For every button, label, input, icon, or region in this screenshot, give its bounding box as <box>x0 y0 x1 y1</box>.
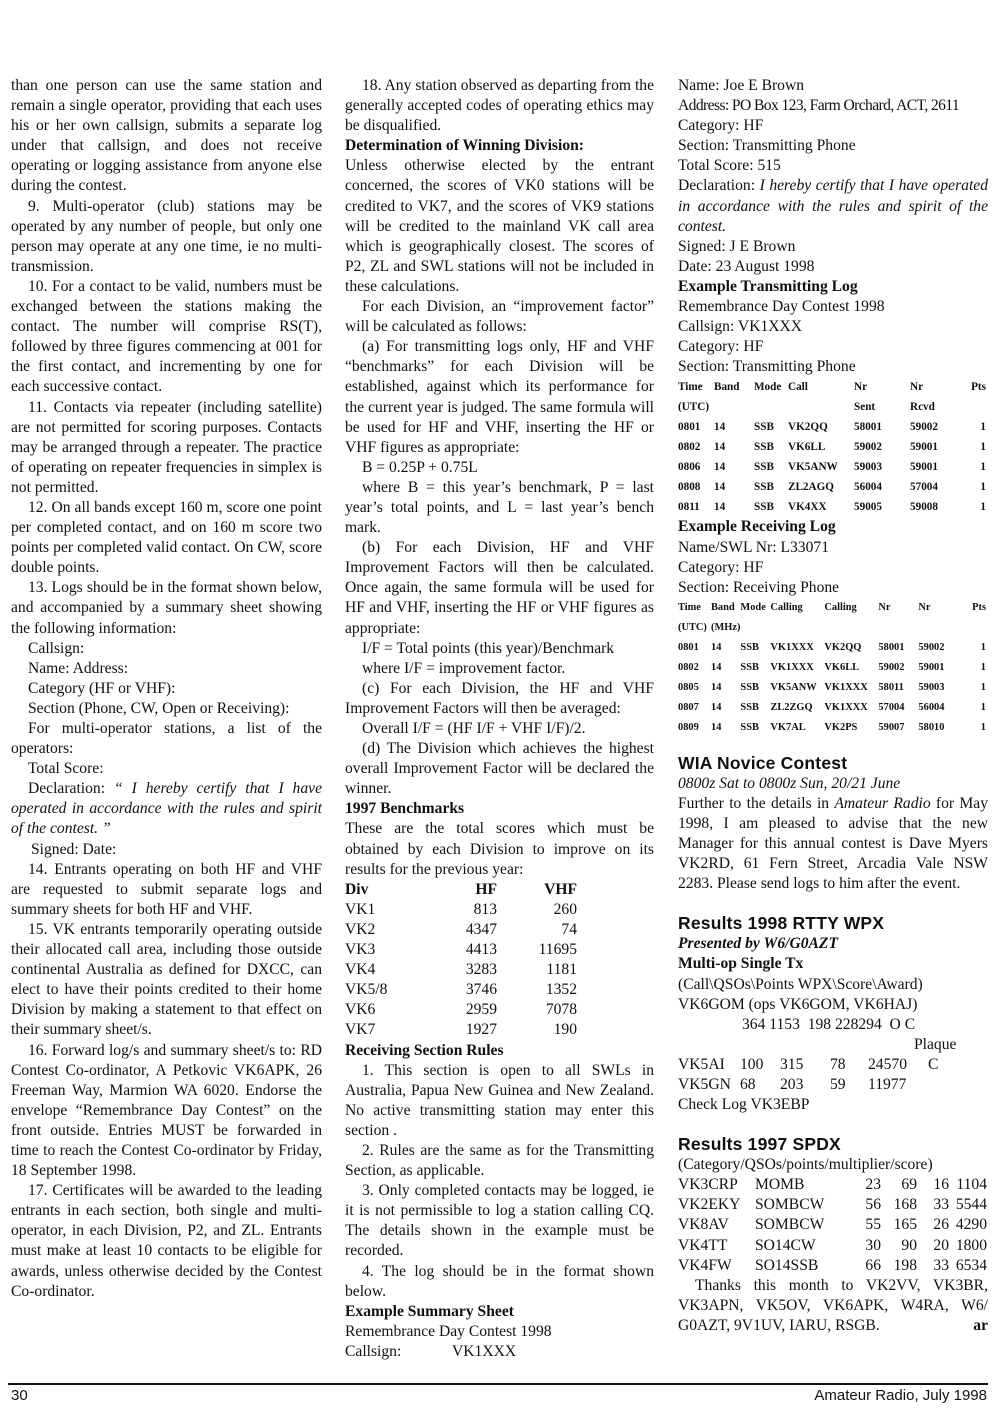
table-cell: 59001 <box>910 461 938 474</box>
tx-line: Callsign: VK1XXX <box>678 318 803 336</box>
result-cell: 1104 <box>956 1176 987 1194</box>
result-cell: VK5GN <box>678 1076 731 1093</box>
table-cell: 59007 <box>878 721 905 733</box>
table-cell: 59001 <box>918 661 945 673</box>
rule-17: 17. Certificates will be awarded to the leading entrants in each section, both single and multi-operator, in each Division, P2, and ZL. Entrants must make at least 10 contacts to be eligible for awards, unless otherwise decided by the Contest Co-ordinator. <box>11 1182 322 1300</box>
journal-title: Amateur Radio, July 1998 <box>814 1387 987 1404</box>
table-row <box>678 638 986 658</box>
table-header: Pts <box>971 381 986 394</box>
result-cell: 11977 <box>868 1076 907 1093</box>
paragraph: (d) The Division which achieves the highest overall Improvement Factor will be declared the winner. <box>345 740 654 798</box>
result-cell <box>928 1075 948 1095</box>
table-row <box>345 940 577 960</box>
table-cell: 1 <box>980 721 986 733</box>
novice-text: for May 1998, I am pleased to advise that the new Manager for this annual contest is Dave Myers VK2RD, 61 Fern Street, Arcadia Vale NSW 2283. Please send logs to him after the event. <box>678 794 988 893</box>
example-category: Category: HF <box>678 117 764 135</box>
paragraph: Unless otherwise elected by the entrant concerned, the scores of VK0 stations will be credited to VK7, and the scores of VK9 stations will be credited to the mainland VK call area which is geographically closest. The scores of P2, ZL and SWL stations will not be included in these calculations. <box>345 157 654 295</box>
table-cell: VK4 <box>345 961 376 979</box>
result-cell: 203 <box>780 1076 804 1093</box>
table-cell: VK5/8 <box>345 981 388 999</box>
result-cell: 56 <box>865 1196 881 1214</box>
declaration-label: Declaration: <box>28 780 114 798</box>
heading-winning-division: Determination of Winning Division: <box>345 137 584 155</box>
table-cell: VK2QQ <box>824 641 862 653</box>
table-cell: 0806 <box>678 461 701 474</box>
table-row <box>345 900 577 920</box>
table-cell: 4347 <box>465 920 497 938</box>
table-row <box>678 698 986 718</box>
table-header: Nr <box>878 601 891 613</box>
result-cell: VK8AV <box>678 1216 729 1234</box>
rule-16: 16. Forward log/s and summary sheet/s to: RD Contest Co-ordinator, A Petkovic VK6APK, 26 Freeman Way, Marmion WA 6020. Endorse the envelope “Remembrance Day Contest” on the front outside. Entries MUST be forwarded in time to reach the Contest Co-ordinator by Friday, 18 September 1998. <box>11 1041 322 1180</box>
rtty-result-line: 364 1153 198 228294 O C <box>742 1015 916 1033</box>
result-cell: 1800 <box>955 1236 987 1254</box>
result-cell: 33 <box>933 1256 949 1274</box>
table-header: VHF <box>544 880 577 898</box>
table-cell: 1 <box>980 441 986 454</box>
rx-line: Section: Receiving Phone <box>678 578 840 596</box>
table-header: (MHz) <box>711 621 741 633</box>
table-cell: 59002 <box>854 441 882 454</box>
result-cell: C <box>928 1055 939 1073</box>
table-header: Call <box>788 381 808 394</box>
table-cell: 0805 <box>678 681 699 693</box>
paragraph: (c) For each Division, the HF and VHF Improvement Factors will then be averaged: <box>345 679 654 717</box>
result-cell: 26 <box>933 1216 949 1234</box>
table-header: Nr <box>918 601 931 613</box>
novice-paragraph <box>678 794 988 894</box>
heading-transmitting-log: Example Transmitting Log <box>678 277 858 295</box>
table-header: Pts <box>972 601 986 613</box>
table-header: HF <box>475 880 497 898</box>
table-cell: 0802 <box>678 661 699 673</box>
table-cell: SSB <box>740 681 759 693</box>
table-cell: SSB <box>740 721 759 733</box>
summary-callsign <box>345 1342 654 1362</box>
table-cell: 1 <box>980 481 986 494</box>
table-cell: 3283 <box>465 961 497 979</box>
result-cell: 6534 <box>955 1256 987 1274</box>
rtty-results-list <box>678 1055 988 1095</box>
receiving-rule-4: 4. The log should be in the format shown below. <box>345 1262 654 1300</box>
result-cell: 90 <box>901 1236 917 1254</box>
column-1 <box>11 76 322 1302</box>
heading-novice-contest: WIA Novice Contest <box>678 752 848 773</box>
table-cell: 56004 <box>918 701 945 713</box>
paragraph: (a) For transmitting logs only, HF and VHF “benchmarks” for each Division will be established, against which its performance for the current year is judged. The same formula will be used for HF and VHF, inserting the HF or VHF figures as appropriate: <box>345 338 654 456</box>
table-cell: 58001 <box>878 641 905 653</box>
table-header: Calling <box>770 601 803 613</box>
table-cell: 14 <box>711 681 722 693</box>
table-cell: 58010 <box>918 721 945 733</box>
result-cell: 315 <box>780 1055 804 1073</box>
novice-subtitle: 0800z Sat to 0800z Sun, 20/21 June <box>678 774 901 792</box>
summary-field: Signed: Date: <box>31 840 117 858</box>
table-header: Band <box>711 601 735 613</box>
table-header: (UTC) <box>678 621 707 633</box>
end-mark: ar <box>973 1316 988 1334</box>
table-cell: 14 <box>714 461 726 474</box>
list-item <box>678 1075 988 1095</box>
formula: Overall I/F = (HF I/F + VHF I/F)/2. <box>362 720 586 737</box>
list-item <box>678 1236 988 1256</box>
tx-line: Remembrance Day Contest 1998 <box>678 298 885 316</box>
rtty-award: Plaque <box>914 1035 957 1053</box>
table-cell: 59005 <box>854 501 882 514</box>
table-row <box>678 477 986 497</box>
rtty-category: Multi-op Single Tx <box>678 955 804 973</box>
table-cell: VK7AL <box>770 721 806 733</box>
table-cell: 1 <box>980 661 986 673</box>
heading-benchmarks: 1997 Benchmarks <box>345 800 465 818</box>
heading-receiving-log: Example Receiving Log <box>678 518 836 536</box>
rx-line: Name/SWL Nr: L33071 <box>678 538 829 556</box>
table-cell: 0809 <box>678 721 699 733</box>
list-item <box>678 1175 988 1195</box>
example-date: Date: 23 August 1998 <box>678 257 815 275</box>
table-cell: SSB <box>754 501 774 514</box>
table-cell: 190 <box>553 1021 577 1039</box>
table-cell: VK1XXX <box>824 681 868 693</box>
table-cell: VK3 <box>345 941 376 959</box>
table-header: Calling <box>824 601 857 613</box>
table-cell: 0808 <box>678 481 701 494</box>
result-cell: VK2EKY <box>678 1196 741 1214</box>
table-cell: 2959 <box>465 1001 497 1019</box>
summary-field: Total Score: <box>28 760 104 778</box>
paragraph: These are the total scores which must be obtained by each Division to improve on its results for the previous year: <box>345 820 654 878</box>
table-cell: 1 <box>980 501 986 514</box>
table-cell: 57004 <box>910 481 938 494</box>
table-header: Time <box>678 601 701 613</box>
result-cell: SOMBCW <box>755 1196 825 1214</box>
receiving-rule-1: 1. This section is open to all SWLs in Australia, Papua New Guinea and New Zealand. No active transmitting station may enter this section . <box>345 1061 654 1139</box>
table-cell: 0802 <box>678 441 701 454</box>
example-score: Total Score: 515 <box>678 157 781 175</box>
receiving-log-table <box>678 598 986 738</box>
table-cell: VK2 <box>345 920 376 938</box>
column-3 <box>678 76 988 1336</box>
thanks-text: Thanks this month to VK2VV, VK3BR, VK3APN, VK5OV, VK6APK, W4RA, W6/ G0AZT, 9V1UV, IARU, RSGB. <box>678 1276 988 1334</box>
table-cell: VK6LL <box>824 661 860 673</box>
result-cell: SO14SSB <box>755 1256 819 1274</box>
table-cell: 56004 <box>854 481 882 494</box>
tx-line: Category: HF <box>678 338 764 356</box>
table-cell: 14 <box>711 721 722 733</box>
benchmark-table <box>345 880 577 1041</box>
rule-10: 10. For a contact to be valid, numbers must be exchanged between the stations making the contact. The number will comprise RS(T), followed by three figures commencing at 001 for the first contact, and incrementing by one for each successive contact. <box>11 277 322 396</box>
heading-summary-sheet: Example Summary Sheet <box>345 1302 514 1320</box>
table-header: Time <box>678 381 703 394</box>
table-cell: 59008 <box>910 501 938 514</box>
summary-field: Callsign: <box>28 639 85 657</box>
result-cell: 69 <box>901 1176 917 1194</box>
table-cell: VK7 <box>345 1021 376 1039</box>
rule-15: 15. VK entrants temporarily operating outside their allocated call area, including those outside continental Australia as defined for DXCC, can elect to have their points credited to their home Division by making a statement to that effect on their summary sheet/s. <box>11 920 322 1039</box>
rtty-result-line: VK6GOM (ops VK6GOM, VK6HAJ) <box>678 995 918 1013</box>
table-cell: VK5ANW <box>788 461 838 474</box>
rule-14: 14. Entrants operating on both HF and VHF are requested to submit separate logs and summary sheets for both HF and VHF. <box>11 860 322 918</box>
table-cell: 74 <box>561 920 577 938</box>
declaration-text: I hereby certify that I have operated in accordance with the rules and spirit of the contest. <box>678 177 988 235</box>
rule-9: 9. Multi-operator (club) stations may be operated by any number of people, but only one person may operate at any one time, ie no multi-transmission. <box>11 197 322 275</box>
novice-text: Further to the details in <box>678 794 835 812</box>
result-cell: 66 <box>865 1256 881 1274</box>
table-cell: 14 <box>714 421 726 434</box>
example-section: Section: Transmitting Phone <box>678 137 856 155</box>
table-cell: 1 <box>980 641 986 653</box>
receiving-rule-3: 3. Only completed contacts may be logged, ie it is not permissible to log a station calling CQ. The details shown in the example must be recorded. <box>345 1182 654 1260</box>
receiving-rule-2: 2. Rules are the same as for the Transmitting Section, as applicable. <box>345 1141 654 1180</box>
table-cell: 7078 <box>545 1001 577 1019</box>
rule-11: 11. Contacts via repeater (including satellite) are not permitted for scoring purposes. Contacts may be arranged through a repeater. The practice of operating on repeater frequencies in simplex is not permitted. <box>11 398 322 496</box>
result-cell: 55 <box>865 1216 881 1234</box>
spdx-format: (Category/QSOs/points/multiplier/score) <box>678 1156 933 1174</box>
declaration <box>11 779 322 839</box>
summary-line: Remembrance Day Contest 1998 <box>345 1322 552 1340</box>
table-cell: ZL2AGQ <box>788 481 835 494</box>
result-cell: 59 <box>830 1076 846 1093</box>
summary-field: Section (Phone, CW, Open or Receiving): <box>28 699 290 717</box>
table-header: Rcvd <box>910 401 935 414</box>
table-cell: 1927 <box>465 1021 497 1039</box>
table-cell: SSB <box>754 461 774 474</box>
summary-field: Name: Address: <box>28 659 129 677</box>
formula: where I/F = improvement factor. <box>362 659 566 677</box>
thanks-paragraph <box>678 1276 988 1336</box>
table-header: Band <box>714 381 740 394</box>
rx-line: Category: HF <box>678 558 764 576</box>
result-cell: SO14CW <box>755 1236 816 1254</box>
result-cell: 23 <box>865 1176 881 1194</box>
heading-rtty-results: Results 1998 RTTY WPX <box>678 913 885 934</box>
table-cell: SSB <box>754 441 774 454</box>
formula: B = 0.25P + 0.75L <box>362 458 478 476</box>
result-cell: VK3CRP <box>678 1176 738 1194</box>
table-cell: 57004 <box>878 701 905 713</box>
table-header: Sent <box>854 401 876 414</box>
paragraph: (b) For each Division, HF and VHF Improvement Factors will then be calculated. Once again, the same formula will be used for HF and VHF, inserting the HF or VHF figures as appropriate: <box>345 539 654 637</box>
table-cell: VK2QQ <box>788 421 828 434</box>
transmitting-log-table <box>678 377 986 517</box>
table-cell: VK6 <box>345 1001 376 1019</box>
table-cell: SSB <box>740 661 759 673</box>
list-item <box>678 1055 988 1075</box>
column-2 <box>345 76 654 1362</box>
tx-line: Section: Transmitting Phone <box>678 358 856 376</box>
table-cell: VK2PS <box>824 721 858 733</box>
heading-receiving-rules: Receiving Section Rules <box>345 1041 504 1059</box>
result-cell: 16 <box>933 1176 949 1194</box>
table-cell: 59002 <box>918 641 945 653</box>
table-cell: VK1 <box>345 900 376 918</box>
page-number: 30 <box>11 1387 28 1404</box>
table-row <box>678 497 986 517</box>
result-cell: VK4TT <box>678 1236 728 1254</box>
table-row <box>678 417 986 437</box>
table-cell: 1 <box>980 681 986 693</box>
rule-18: 18. Any station observed as departing from the generally accepted codes of operating ethics may be disqualified. <box>345 77 654 135</box>
table-cell: SSB <box>740 701 759 713</box>
list-item <box>678 1195 988 1215</box>
result-cell: VK4FW <box>678 1256 732 1274</box>
table-cell: 1 <box>980 701 986 713</box>
table-cell: VK1XXX <box>824 701 868 713</box>
table-cell: SSB <box>754 481 774 494</box>
table-row <box>678 718 986 738</box>
magazine-title: Amateur Radio <box>834 794 931 812</box>
table-cell: 11695 <box>538 941 577 959</box>
table-cell: 59003 <box>918 681 945 693</box>
table-cell: 14 <box>711 661 722 673</box>
table-header: Mode <box>754 381 782 394</box>
table-row <box>678 437 986 457</box>
table-cell: 14 <box>714 441 726 454</box>
table-row <box>678 658 986 678</box>
result-cell: 68 <box>740 1076 756 1093</box>
table-cell: 14 <box>711 701 722 713</box>
spdx-results-list <box>678 1175 988 1275</box>
table-cell: 59002 <box>878 661 905 673</box>
result-cell: MOMB <box>755 1176 805 1194</box>
table-cell: 59003 <box>854 461 882 474</box>
table-cell: 58001 <box>854 421 882 434</box>
rule-12: 12. On all bands except 160 m, score one point per completed contact, and on 160 m score two points per completed valid contact. On CW, score double points. <box>11 498 322 577</box>
table-cell: VK1XXX <box>770 661 814 673</box>
table-cell: VK5ANW <box>770 681 817 693</box>
table-cell: 0801 <box>678 641 699 653</box>
table-cell: 0811 <box>678 501 700 514</box>
table-row <box>678 678 986 698</box>
result-cell: 33 <box>933 1196 949 1214</box>
result-cell: 24570 <box>868 1055 907 1073</box>
table-cell: 14 <box>714 501 726 514</box>
result-cell: VK5AI <box>678 1055 725 1073</box>
example-name: Name: Joe E Brown <box>678 77 805 94</box>
formula: I/F = Total points (this year)/Benchmark <box>362 639 615 657</box>
table-cell: 59001 <box>910 441 938 454</box>
table-cell: 1181 <box>546 961 577 979</box>
table-cell: 1352 <box>545 981 577 999</box>
table-row <box>345 980 577 1000</box>
table-cell: VK1XXX <box>770 641 814 653</box>
table-row <box>345 1020 577 1040</box>
heading-spdx-results: Results 1997 SPDX <box>678 1134 841 1155</box>
table-row <box>345 960 577 980</box>
declaration-label: Declaration: <box>678 177 760 195</box>
result-cell: 168 <box>893 1196 917 1214</box>
table-row <box>345 920 577 940</box>
rtty-presenter: Presented by W6/G0AZT <box>678 935 838 953</box>
table-header: Mode <box>740 601 766 613</box>
result-cell: SOMBCW <box>755 1216 825 1234</box>
footer-rule <box>8 1383 988 1385</box>
table-cell: 260 <box>553 900 577 918</box>
table-header: Nr <box>910 381 924 394</box>
callsign-label: Callsign: <box>345 1342 402 1360</box>
example-address: Address: PO Box 123, Farm Orchard, ACT, 2611 <box>678 97 960 115</box>
result-cell: 20 <box>933 1236 949 1254</box>
callsign-value: VK1XXX <box>452 1342 517 1360</box>
table-cell: 813 <box>473 900 497 918</box>
result-cell: 30 <box>865 1236 881 1254</box>
table-cell: 1 <box>980 421 986 434</box>
paragraph: where B = this year’s benchmark, P = last year’s total points, and L = last year’s bench mark. <box>345 478 654 537</box>
table-cell: 58011 <box>878 681 904 693</box>
table-cell: ZL2ZGQ <box>770 701 813 713</box>
table-row <box>678 457 986 477</box>
paragraph: than one person can use the same station and remain a single operator, providing that each uses his or her own callsign, submits a separate log under that callsign, and does not receive operating or logging assistance from anyone else during the contest. <box>11 77 322 195</box>
table-row <box>345 1000 577 1020</box>
rtty-format: (Call\QSOs\Points WPX\Score\Award) <box>678 975 923 993</box>
rule-13: 13. Logs should be in the format shown below, and accompanied by a summary sheet showing the following information: <box>11 579 322 637</box>
rtty-check-log: Check Log VK3EBP <box>678 1096 810 1114</box>
example-declaration <box>678 176 988 236</box>
result-cell: 4290 <box>955 1216 987 1234</box>
list-item <box>678 1215 988 1235</box>
table-cell: 0801 <box>678 421 701 434</box>
table-cell: 3746 <box>465 981 497 999</box>
result-cell: 78 <box>830 1055 846 1073</box>
table-cell: 0807 <box>678 701 699 713</box>
table-cell: 14 <box>714 481 726 494</box>
table-cell: SSB <box>754 421 774 434</box>
list-item <box>678 1256 988 1276</box>
table-cell: 59002 <box>910 421 938 434</box>
table-header: Nr <box>854 381 868 394</box>
result-cell: 100 <box>740 1055 764 1073</box>
table-cell: 1 <box>980 461 986 474</box>
result-cell: 165 <box>893 1216 917 1234</box>
result-cell: 198 <box>893 1256 917 1274</box>
table-cell: VK4XX <box>788 501 827 514</box>
table-cell: 4413 <box>465 941 497 959</box>
declaration-text: “ I hereby certify that I have operated in accordance with the rules and spirit of the contest. ” <box>11 780 322 838</box>
table-cell: VK6LL <box>788 441 826 454</box>
example-signed: Signed: J E Brown <box>678 237 796 255</box>
summary-field: Category (HF or VHF): <box>28 679 176 697</box>
summary-field: For multi-operator stations, a list of the operators: <box>11 720 322 758</box>
table-header: (UTC) <box>678 401 710 414</box>
paragraph: For each Division, an “improvement factor” will be calculated as follows: <box>345 298 654 336</box>
table-cell: SSB <box>740 641 759 653</box>
table-cell: 14 <box>711 641 722 653</box>
table-header: Div <box>345 880 369 898</box>
result-cell: 5544 <box>955 1196 987 1214</box>
